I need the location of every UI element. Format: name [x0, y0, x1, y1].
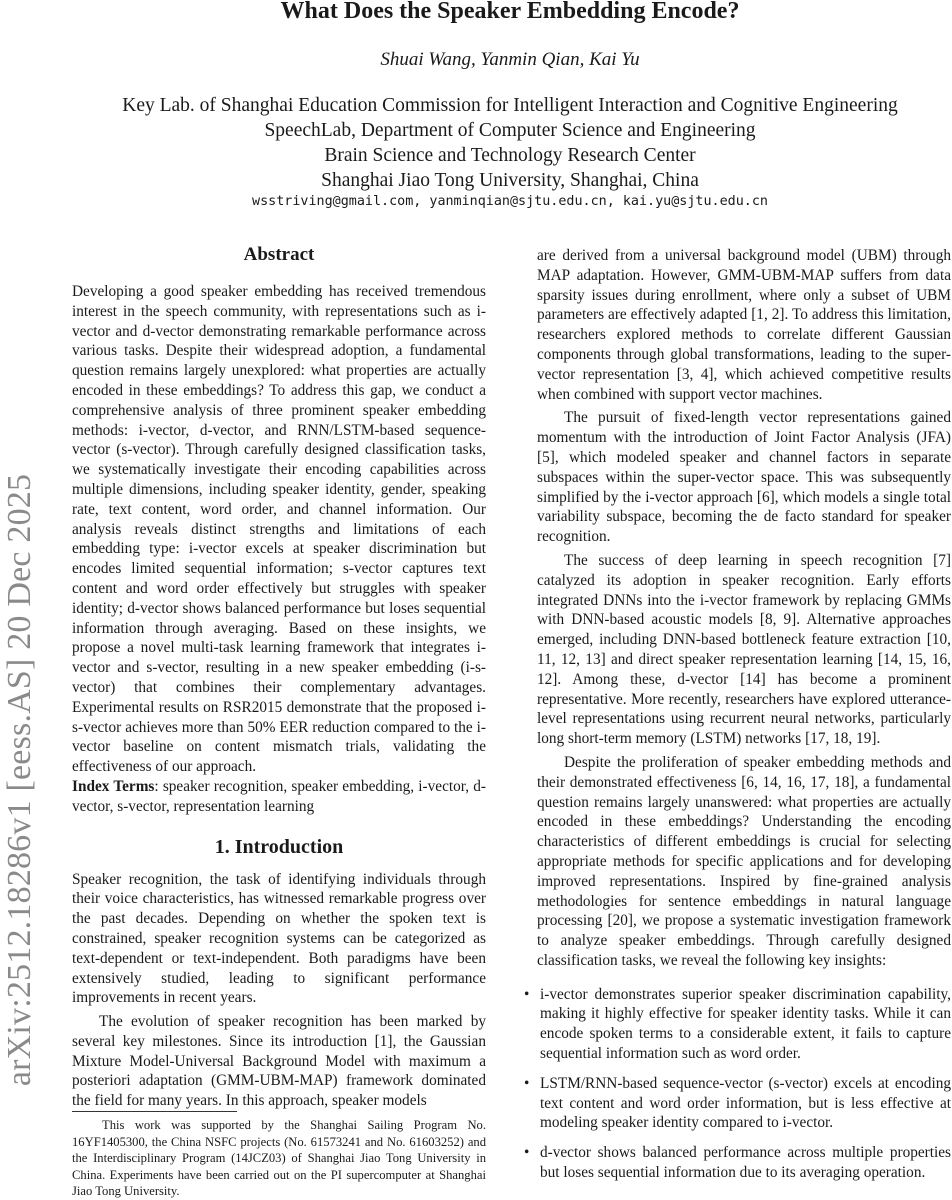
index-terms-label: Index Terms [72, 777, 155, 795]
authors: Shuai Wang, Yanmin Qian, Kai Yu [380, 49, 640, 70]
right-column [524, 246, 951, 1183]
paper-title: What Does the Speaker Embedding Encode? [280, 0, 740, 24]
footnote-rule [72, 1111, 237, 1112]
affiliation-line: Brain Science and Technology Research Center [324, 145, 696, 166]
index-terms-text: : speaker recognition, speaker embedding, i-vector, d-vector, s-vector, representation learning [72, 777, 486, 815]
introduction-heading: 1. Introduction [214, 835, 344, 858]
intro-paragraph-5: Despite the proliferation of speaker embedding methods and their demonstrated effectiveness [6, 14, 16, 17, 18], a fundamental question remains largely unanswered: what properties are actually encoded in these embeddings? Understanding the encoding characteristics of different embeddings is crucial for selecting appropriate methods for specific applications and for developing improved representations. Inspired by fine-grained analysis methodologies for sentence embeddings in natural language processing [20], we propose a systematic investigation framework to analyze speaker embeddings. Through carefully designed classification tasks, we reveal the following key insights: [537, 753, 951, 969]
arxiv-id: arXiv:2512.18286v1 [eess.AS] 20 Dec 2025 [1, 473, 38, 1087]
list-item: • i-vector demonstrates superior speaker discrimination capability, making it highly effective for speaker identity tasks. While it can encode spoken terms to a considerable extent, it fails to capture sequential information such as word order. [524, 985, 951, 1063]
affiliations [0, 93, 952, 193]
intro-paragraph-1: Speaker recognition, the task of identifying individuals through their voice characteristics, has witnessed remarkable progress over the past decades. Depending on whether the spoken text is constrained, speaker recognition systems can be categorized as text-dependent or text-independent. Both paradigms have been extensively studied, leading to significant performance improvements in recent years. [72, 870, 486, 1007]
list-item: • LSTM/RNN-based sequence-vector (s-vector) excels at encoding text content and word order information, but is less effective at modeling speaker identity compared to i-vector. [524, 1074, 951, 1132]
abstract-heading: Abstract [243, 244, 315, 265]
footnote: This work was supported by the Shanghai Sailing Program No. 16YF1405300, the China NSFC projects (No. 61573241 and No. 61603252) and the Interdisciplinary Program (14JCZ03) of Shanghai Jiao Tong University in China. Experiments have been carried out on the PI supercomputer at Shanghai Jiao Tong University. [72, 1118, 486, 1198]
affiliation-line: Shanghai Jiao Tong University, Shanghai, China [321, 170, 699, 191]
left-column [72, 243, 486, 1111]
intro-paragraph-4: The success of deep learning in speech recognition [7] catalyzed its adoption in speaker recognition. Early efforts integrated DNNs into the i-vector framework by replacing GMMs with DNN-based acoustic models [8, 9]. Alternative approaches emerged, including DNN-based bottleneck feature extraction [10, 11, 12, 13] and direct speaker representation learning [14, 15, 16, 12]. Among these, d-vector [14] has become a prominent representative. More recently, researchers have explored utterance-level representations using recurrent neural networks, particularly long short-term memory (LSTM) networks [17, 18, 19]. [537, 551, 951, 748]
intro-paragraph-3: The pursuit of fixed-length vector representations gained momentum with the introduction of Joint Factor Analysis (JFA) [5], which modeled speaker and channel factors in separate subspaces within the super-vector space. This was subsequently simplified by the i-vector approach [6], which models a single total variability subspace, becoming the de facto standard for speaker recognition. [537, 409, 951, 546]
list-item: • d-vector shows balanced performance across multiple properties but loses sequential information due to its averaging operation. [524, 1144, 951, 1182]
affiliation-line: Key Lab. of Shanghai Education Commission for Intelligent Interaction and Cognitive Engineering [122, 95, 898, 116]
affiliation-line: SpeechLab, Department of Computer Science and Engineering [264, 120, 756, 141]
intro-paragraph-2-continued: are derived from a universal background model (UBM) through MAP adaptation. However, GMM-UBM-MAP suffers from data sparsity issues during enrollment, where only a subset of UBM parameters are effectively adapted [1, 2]. To address this limitation, researchers explored methods to correlate different Gaussian components through global transformations, leading to the super-vector representation [3, 4], which achieved competitive results when combined with support vector machines. [537, 247, 951, 403]
emails: wsstriving@gmail.com, yanminqian@sjtu.edu.cn, kai.yu@sjtu.edu.cn [252, 194, 768, 209]
arxiv-stamp [0, 280, 40, 1200]
abstract-text: Developing a good speaker embedding has received tremendous interest in the speech community, with representations such as i-vector and d-vector demonstrating remarkable performance across various tasks. Despite their widespread adoption, a fundamental question remains largely unexplored: what properties are actually encoded in these embeddings? To address this gap, we conduct a comprehensive analysis of three prominent speaker embedding methods: i-vector, d-vector, and RNN/LSTM-based sequence-vector (s-vector). Through carefully designed classification tasks, we systematically investigate their encoding capabilities across multiple dimensions, including speaker identity, gender, speaking rate, text content, word order, and channel information. Our analysis reveals distinct strengths and limitations of each embedding type: i-vector excels at speaker discrimination but encodes limited sequential information; s-vector captures text content and word order effectively but struggles with speaker identity; d-vector shows balanced performance but loses sequential information through averaging. Based on these insights, we propose a novel multi-task learning framework that integrates i-vector and s-vector, resulting in a new speaker embedding (i-s-vector) that combines their complementary advantages. Experimental results on RSR2015 demonstrate that the proposed i-s-vector achieves more than 50% EER reduction compared to the i-vector baseline on content mismatch trials, validating the effectiveness of our approach. [72, 283, 486, 776]
index-terms [72, 777, 486, 817]
insights-list [524, 985, 951, 1183]
intro-paragraph-2: The evolution of speaker recognition has been marked by several key milestones. Since its introduction [1], the Gaussian Mixture Model-Universal Background Model with maximum a posteriori adaptation (GMM-UBM-MAP) framework dominated the field for many years. In this approach, speaker models [72, 1013, 486, 1110]
